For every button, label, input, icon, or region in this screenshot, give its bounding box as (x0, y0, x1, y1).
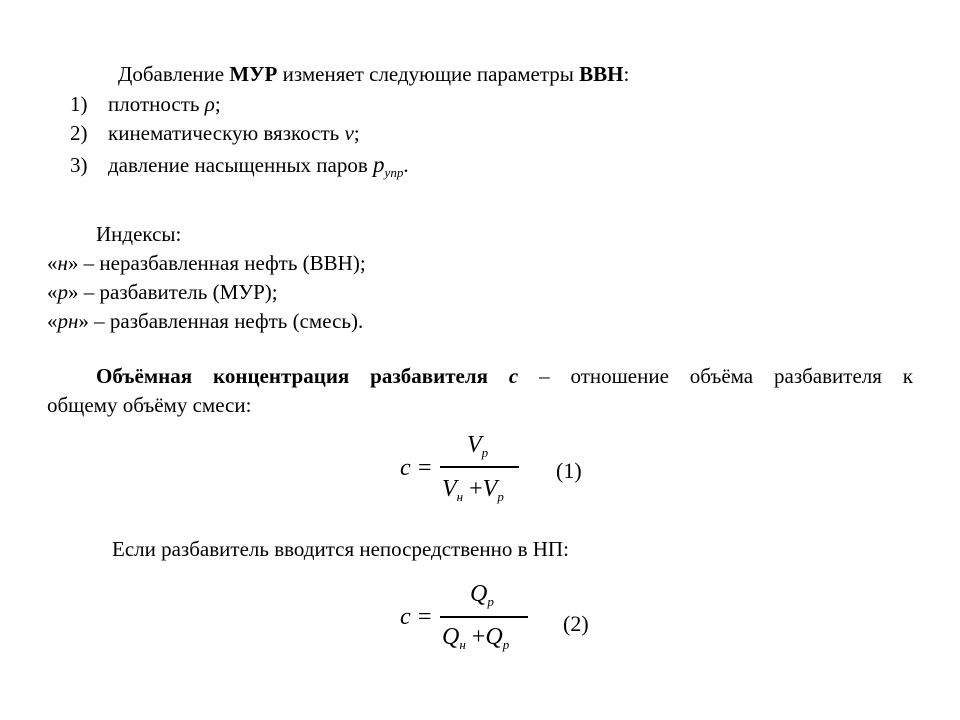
param-symbol: ρ (204, 92, 215, 116)
formula-2-number: (2) (563, 611, 589, 636)
param-item-3: 3) давление насыщенных паров $p_{упр}$. (70, 152, 409, 180)
formula-2-fraction-bar (440, 616, 528, 618)
param-symbol: ν (344, 121, 354, 145)
param-item-1: 1) плотность ρ; (70, 92, 221, 116)
param-symbol: p (373, 152, 385, 177)
intro-line: Добавление МУР изменяет следующие параметры ВВН: (118, 62, 630, 86)
formula-2-numerator: $Q_р$ (470, 581, 494, 609)
definition-symbol: c (508, 364, 519, 388)
note-line: Если разбавитель вводится непосредственно в НП: (112, 537, 569, 561)
index-item-rn: «рн» – разбавленная нефть (смесь). (47, 309, 364, 333)
intro-bold-vvn: ВВН (579, 62, 624, 86)
index-item-r: «р» – разбавитель (МУР); (47, 280, 278, 304)
formula-2-lhs: c (400, 604, 411, 630)
definition-line-1: Объёмная концентрация разбавителя c – отношение объёма разбавителя к (96, 364, 913, 388)
formula-1-numerator: $V_р$ (467, 432, 489, 460)
formula-1-number: (1) (556, 458, 582, 483)
formula-2-denominator: $Q_н +Q_р$ (442, 624, 510, 652)
formula-1-denominator: $V_н +V_р$ (442, 476, 504, 504)
formula-1-equals: = (418, 455, 432, 481)
definition-line-2: общему объёму смеси: (47, 393, 252, 417)
indices-title: Индексы: (96, 222, 182, 246)
param-item-2: 2) кинематическую вязкость ν; (70, 121, 360, 145)
intro-bold-mur: МУР (229, 62, 278, 86)
formula-1-lhs: c (400, 455, 411, 481)
definition-term: Объёмная концентрация разбавителя (96, 364, 509, 388)
formula-2-equals: = (418, 604, 432, 630)
formula-1-fraction-bar (440, 466, 519, 468)
index-item-n: «н» – неразбавленная нефть (ВВН); (47, 251, 366, 275)
